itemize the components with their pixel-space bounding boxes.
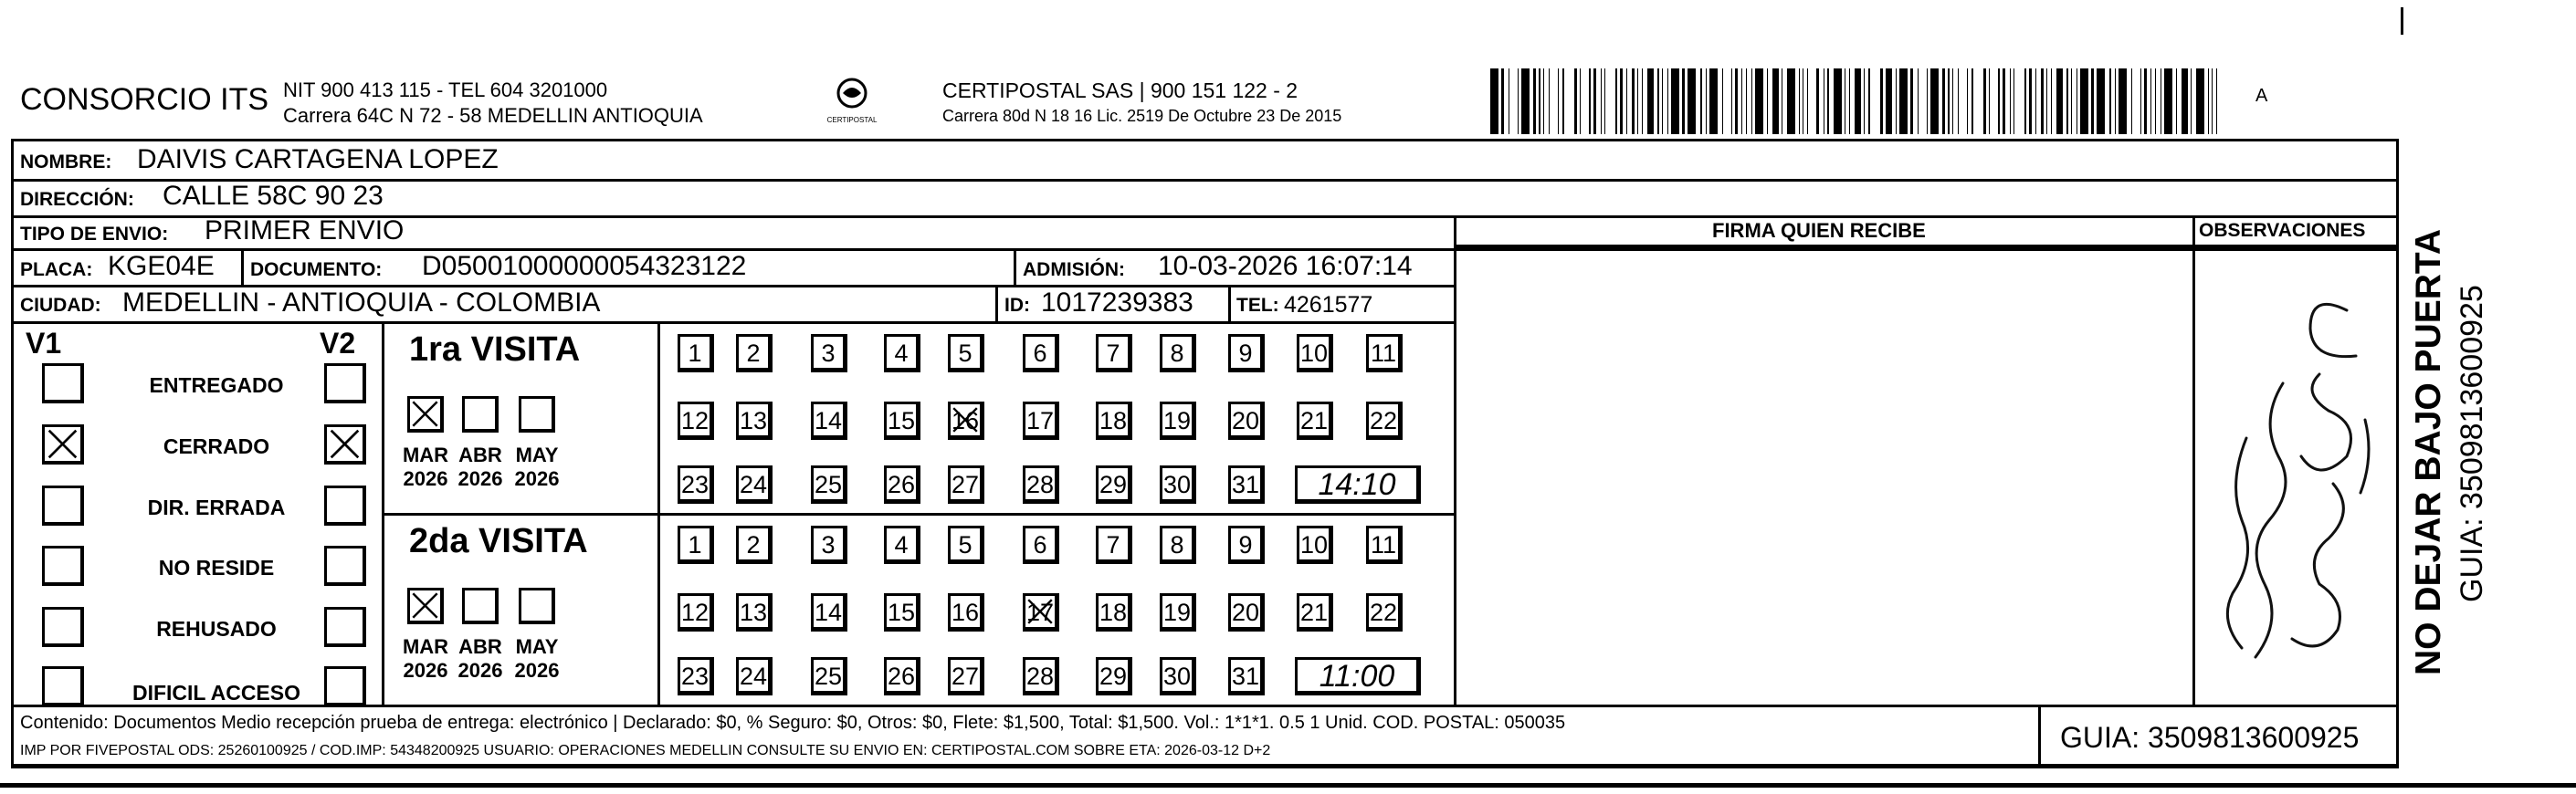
barcode-bar (1637, 68, 1638, 134)
day-box-31[interactable]: 31 (1228, 465, 1265, 504)
barcode (1490, 68, 2219, 134)
barcode-bar (1642, 68, 1643, 134)
day-box-6[interactable]: 6 (1023, 526, 1059, 564)
barcode-bar (2010, 68, 2011, 134)
footer-guia: GUIA: 3509813600925 (2060, 721, 2360, 754)
ciudad-label: CIUDAD: (20, 295, 101, 316)
barcode-bar (1549, 68, 1550, 134)
day-box-12[interactable]: 12 (678, 402, 714, 440)
month-label: MAR (402, 444, 449, 466)
day-box-5[interactable]: 5 (948, 526, 984, 564)
barcode-bar (1662, 68, 1663, 134)
barcode-bar (1741, 68, 1742, 134)
check-mark-icon (410, 590, 440, 621)
day-box-3[interactable]: 3 (811, 526, 847, 564)
v2-checkbox-2[interactable] (324, 486, 366, 526)
barcode-bar (2071, 68, 2072, 134)
day-box-21[interactable]: 21 (1297, 402, 1333, 440)
tipo-envio-label: TIPO DE ENVIO: (20, 224, 169, 245)
day-box-29[interactable]: 29 (1096, 465, 1132, 504)
tel-label: TEL: (1236, 295, 1279, 316)
barcode-bar (2212, 68, 2213, 134)
day-box-7[interactable]: 7 (1096, 526, 1132, 564)
day-box-4[interactable]: 4 (884, 334, 920, 372)
barcode-bar (2109, 68, 2111, 134)
barcode-bar (2051, 68, 2052, 134)
day-box-8[interactable]: 8 (1160, 526, 1196, 564)
barcode-bar (1751, 68, 1752, 134)
certipostal-logo (826, 77, 878, 128)
barcode-bar (1700, 68, 1702, 134)
ciudad-value: MEDELLIN - ANTIOQUIA - COLOMBIA (122, 287, 601, 318)
barcode-bar (1735, 68, 1738, 134)
check-mark-icon (327, 427, 363, 461)
nombre-value: DAIVIS CARTAGENA LOPEZ (137, 144, 499, 174)
day-box-17[interactable]: 17 (1023, 593, 1059, 632)
barcode-bar (1958, 68, 1959, 134)
day-box-2[interactable]: 2 (736, 334, 773, 372)
month-label: MAY (515, 635, 559, 658)
day-box-20[interactable]: 20 (1228, 593, 1265, 632)
barcode-bar (2208, 68, 2209, 134)
barcode-mark: A (2255, 86, 2268, 106)
barcode-bar (1521, 68, 1530, 134)
footer-imp: IMP POR FIVEPOSTAL ODS: 25260100925 / COD.IMP: 54348200925 USUARIO: OPERACIONES MEDELLIN CONSULTE SU ENVIO EN: CERTIPOSTAL.COM SOBRE ETA: 2026-03-12 D+2 (20, 743, 1271, 758)
month-checkbox-2[interactable] (519, 588, 555, 624)
day-box-5[interactable]: 5 (948, 334, 984, 372)
day-box-13[interactable]: 13 (736, 593, 773, 632)
day-box-27[interactable]: 27 (948, 657, 984, 695)
day-box-23[interactable]: 23 (678, 465, 714, 504)
v1-checkbox-4[interactable] (42, 607, 84, 647)
frame-tick (2401, 7, 2403, 35)
month-label: ABR (458, 635, 502, 658)
barcode-bar (1562, 68, 1564, 134)
barcode-bar (1667, 68, 1668, 134)
barcode-bar (1682, 68, 1685, 134)
company-address: Carrera 64C N 72 - 58 MEDELLIN ANTIOQUIA (283, 104, 703, 127)
barcode-bar (1501, 68, 1504, 134)
barcode-bar (1948, 68, 1950, 134)
v1-checkbox-5[interactable] (42, 666, 84, 706)
barcode-bar (1671, 68, 1679, 134)
barcode-bar (2176, 68, 2177, 134)
barcode-bar (1952, 68, 1953, 134)
barcode-bar (1604, 68, 1605, 134)
month-year: 2026 (514, 467, 560, 490)
barcode-bar (1799, 68, 1800, 134)
v2-checkbox-0[interactable] (324, 363, 366, 403)
status-label: ENTREGADO (149, 373, 284, 397)
tel-value: 4261577 (1284, 292, 1373, 318)
day-box-22[interactable]: 22 (1366, 402, 1403, 440)
barcode-bar (2155, 68, 2156, 134)
month-year: 2026 (457, 467, 503, 490)
direccion-value: CALLE 58C 90 23 (163, 181, 384, 211)
v1-header: V1 (26, 327, 62, 360)
month-year: 2026 (403, 659, 448, 682)
day-box-1[interactable]: 1 (678, 526, 714, 564)
barcode-bar (1722, 68, 1723, 134)
id-label: ID: (1004, 295, 1030, 316)
barcode-bar (1620, 68, 1623, 134)
barcode-bar (2182, 68, 2188, 134)
barcode-bar (1533, 68, 1536, 134)
month-year: 2026 (457, 659, 503, 682)
day-box-13[interactable]: 13 (736, 402, 773, 440)
barcode-bar (1834, 68, 1842, 134)
barcode-bar (1688, 68, 1696, 134)
barcode-bar (1772, 68, 1779, 134)
month-checkbox-0[interactable] (407, 396, 444, 433)
day-box-28[interactable]: 28 (1023, 465, 1059, 504)
barcode-bar (1899, 68, 1908, 134)
day-box-19[interactable]: 19 (1160, 402, 1196, 440)
barcode-bar (1647, 68, 1654, 134)
barcode-bar (1787, 68, 1795, 134)
company-name: CONSORCIO ITS (20, 82, 269, 117)
barcode-bar (1518, 68, 1519, 134)
barcode-bar (1967, 68, 1968, 134)
barcode-bar (2029, 68, 2032, 134)
day-box-27[interactable]: 27 (948, 465, 984, 504)
barcode-bar (1971, 68, 1973, 134)
barcode-bar (2091, 68, 2094, 134)
admision-value: 10-03-2026 16:07:14 (1158, 251, 1413, 281)
status-label: NO RESIDE (158, 556, 275, 580)
barcode-bar (1930, 68, 1939, 134)
nombre-label: NOMBRE: (20, 151, 112, 172)
month-year: 2026 (403, 467, 448, 490)
day-box-9[interactable]: 9 (1228, 334, 1265, 372)
day-box-23[interactable]: 23 (678, 657, 714, 695)
day-box-10[interactable]: 10 (1297, 526, 1333, 564)
check-mark-icon (410, 399, 440, 429)
barcode-bar (2131, 68, 2132, 134)
day-box-12[interactable]: 12 (678, 593, 714, 632)
barcode-bar (1849, 68, 1850, 134)
barcode-bar (1886, 68, 1892, 134)
barcode-bar (2119, 68, 2127, 134)
day-box-19[interactable]: 19 (1160, 593, 1196, 632)
barcode-bar (2196, 68, 2204, 134)
barcode-bar (1927, 68, 1928, 134)
barcode-bar (1910, 68, 1913, 134)
month-checkbox-1[interactable] (462, 396, 499, 433)
barcode-bar (2150, 68, 2151, 134)
side-warning: NO DEJAR BAJO PUERTA (2409, 228, 2448, 675)
placa-label: PLACA: (20, 259, 93, 280)
day-box-20[interactable]: 20 (1228, 402, 1265, 440)
barcode-bar (1855, 68, 1861, 134)
barcode-bar (1632, 68, 1635, 134)
day-box-15[interactable]: 15 (884, 593, 920, 632)
v2-checkbox-1[interactable] (324, 424, 366, 465)
day-box-29[interactable]: 29 (1096, 657, 1132, 695)
tipo-envio-value: PRIMER ENVIO (205, 215, 405, 246)
visit-title: 2da VISITA (409, 522, 588, 560)
documento-value: D05001000000054323122 (422, 251, 747, 281)
v2-checkbox-5[interactable] (324, 666, 366, 706)
barcode-bar (1543, 68, 1544, 134)
direccion-label: DIRECCIÓN: (20, 189, 134, 210)
day-box-30[interactable]: 30 (1160, 465, 1196, 504)
day-box-24[interactable]: 24 (736, 465, 773, 504)
day-box-21[interactable]: 21 (1297, 593, 1333, 632)
day-box-14[interactable]: 14 (811, 593, 847, 632)
v2-header: V2 (320, 327, 356, 360)
day-box-2[interactable]: 2 (736, 526, 773, 564)
barcode-bar (1983, 68, 1986, 134)
barcode-bar (1657, 68, 1659, 134)
visit-time[interactable]: 11:00 (1295, 657, 1421, 695)
day-box-25[interactable]: 25 (811, 657, 847, 695)
barcode-bar (2035, 68, 2036, 134)
v1-checkbox-2[interactable] (42, 486, 84, 526)
barcode-bar (1918, 68, 1919, 134)
day-box-14[interactable]: 14 (811, 402, 847, 440)
barcode-bar (1755, 68, 1763, 134)
barcode-bar (1896, 68, 1897, 134)
month-label: ABR (458, 444, 502, 466)
day-box-26[interactable]: 26 (884, 657, 920, 695)
day-box-24[interactable]: 24 (736, 657, 773, 695)
barcode-bar (2024, 68, 2026, 134)
day-box-30[interactable]: 30 (1160, 657, 1196, 695)
barcode-bar (1868, 68, 1870, 134)
check-mark-icon (45, 427, 80, 461)
barcode-bar (1942, 68, 1945, 134)
day-box-11[interactable]: 11 (1366, 334, 1403, 372)
day-box-1[interactable]: 1 (678, 334, 714, 372)
courier-name: CERTIPOSTAL SAS | 900 151 122 - 2 (942, 78, 1299, 102)
barcode-bar (1706, 68, 1707, 134)
footer-contenido: Contenido: Documentos Medio recepción prueba de entrega: electrónico | Declarado: $0, % Seguro: $0, Otros: $0, Flete: $1,500, Total: $1,500. Vol.: 1*1*1. 0.5 1 Unid. COD. POSTAL: 050035 (20, 713, 1566, 733)
v1-checkbox-3[interactable] (42, 546, 84, 586)
barcode-bar (2216, 68, 2217, 134)
barcode-bar (1558, 68, 1559, 134)
barcode-bar (1589, 68, 1591, 134)
admision-label: ADMISIÓN: (1023, 259, 1125, 280)
month-label: MAY (515, 444, 559, 466)
day-box-15[interactable]: 15 (884, 402, 920, 440)
status-label: DIFICIL ACCESO (131, 681, 300, 705)
svg-text:CERTIPOSTAL: CERTIPOSTAL (826, 116, 878, 124)
visit-time[interactable]: 14:10 (1295, 465, 1421, 504)
barcode-bar (1989, 68, 1990, 134)
day-box-28[interactable]: 28 (1023, 657, 1059, 695)
barcode-bar (2066, 68, 2068, 134)
v2-checkbox-3[interactable] (324, 546, 366, 586)
barcode-bar (1709, 68, 1718, 134)
day-box-3[interactable]: 3 (811, 334, 847, 372)
barcode-bar (2140, 68, 2141, 134)
barcode-bar (2056, 68, 2063, 134)
barcode-bar (1880, 68, 1883, 134)
courier-license: Carrera 80d N 18 16 Lic. 2519 De Octubre 23 De 2015 (942, 107, 1342, 125)
barcode-bar (1998, 68, 2000, 134)
barcode-bar (1574, 68, 1577, 134)
day-box-17[interactable]: 17 (1023, 402, 1059, 440)
barcode-bar (1731, 68, 1732, 134)
status-label: DIR. ERRADA (147, 496, 286, 519)
month-year: 2026 (514, 659, 560, 682)
barcode-bar (1827, 68, 1829, 134)
observaciones-header: OBSERVACIONES (2199, 220, 2366, 241)
barcode-bar (1580, 68, 1581, 134)
scan-edge (0, 783, 2576, 788)
day-box-18[interactable]: 18 (1096, 402, 1132, 440)
day-box-16[interactable]: 16 (948, 593, 984, 632)
month-checkbox-2[interactable] (519, 396, 555, 433)
barcode-bar (2003, 68, 2005, 134)
barcode-bar (1490, 68, 1498, 134)
barcode-bar (2046, 68, 2047, 134)
barcode-bar (2144, 68, 2147, 134)
barcode-bar (1615, 68, 1617, 134)
month-checkbox-1[interactable] (462, 588, 499, 624)
barcode-bar (1593, 68, 1596, 134)
placa-value: KGE04E (108, 251, 215, 281)
barcode-bar (1767, 68, 1768, 134)
status-label: CERRADO (163, 434, 270, 458)
day-box-26[interactable]: 26 (884, 465, 920, 504)
month-checkbox-0[interactable] (407, 588, 444, 624)
id-value: 1017239383 (1041, 287, 1193, 318)
documento-label: DOCUMENTO: (250, 259, 383, 280)
side-guia: GUIA: 3509813600925 (2455, 285, 2489, 602)
barcode-bar (1807, 68, 1808, 134)
barcode-bar (2041, 68, 2044, 134)
day-box-6[interactable]: 6 (1023, 334, 1059, 372)
day-box-11[interactable]: 11 (1366, 526, 1403, 564)
handwritten-signature (2210, 274, 2383, 675)
barcode-bar (2115, 68, 2116, 134)
firma-header: FIRMA QUIEN RECIBE (1712, 219, 1926, 242)
barcode-bar (1816, 68, 1819, 134)
day-box-8[interactable]: 8 (1160, 334, 1196, 372)
barcode-bar (1539, 68, 1540, 134)
day-box-25[interactable]: 25 (811, 465, 847, 504)
v2-checkbox-4[interactable] (324, 607, 366, 647)
day-box-9[interactable]: 9 (1228, 526, 1265, 564)
day-box-18[interactable]: 18 (1096, 593, 1132, 632)
barcode-bar (2191, 68, 2192, 134)
v1-checkbox-0[interactable] (42, 363, 84, 403)
day-box-10[interactable]: 10 (1297, 334, 1333, 372)
day-box-16[interactable]: 16 (948, 402, 984, 440)
day-box-31[interactable]: 31 (1228, 657, 1265, 695)
barcode-bar (1601, 68, 1602, 134)
day-box-22[interactable]: 22 (1366, 593, 1403, 632)
barcode-bar (2164, 68, 2172, 134)
check-mark-icon (951, 404, 980, 435)
barcode-bar (1746, 68, 1747, 134)
check-mark-icon (1025, 596, 1055, 627)
status-label: REHUSADO (156, 617, 277, 641)
month-label: MAR (402, 635, 449, 658)
barcode-bar (2080, 68, 2088, 134)
company-nit-tel: NIT 900 413 115 - TEL 604 3201000 (283, 78, 608, 101)
barcode-bar (2097, 68, 2105, 134)
visit-title: 1ra VISITA (409, 330, 581, 369)
barcode-bar (2013, 68, 2014, 134)
firma-area[interactable] (1457, 248, 2190, 703)
v1-checkbox-1[interactable] (42, 424, 84, 465)
day-box-7[interactable]: 7 (1096, 334, 1132, 372)
barcode-bar (1626, 68, 1627, 134)
barcode-bar (1864, 68, 1865, 134)
day-box-4[interactable]: 4 (884, 526, 920, 564)
